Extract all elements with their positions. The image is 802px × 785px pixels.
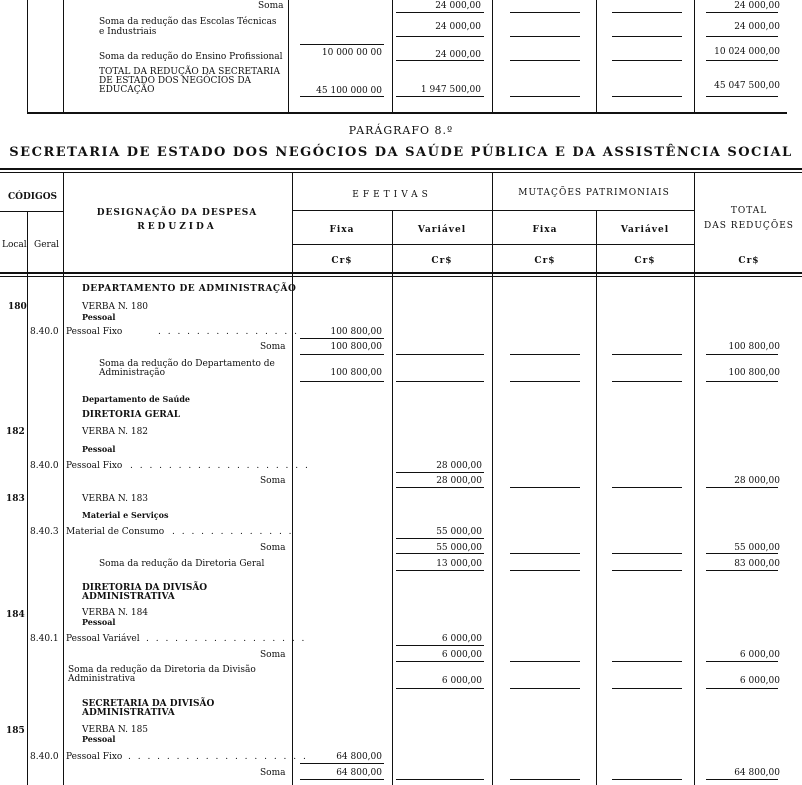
top-escolas-total: 24 000,00 bbox=[734, 22, 780, 32]
table-row: Pessoal Variável bbox=[66, 634, 140, 644]
top-soma-variavel: 24 000,00 bbox=[435, 1, 481, 11]
top-escolas-label: Soma da redução das Escolas Técnicas e Industriais bbox=[99, 17, 277, 37]
value-total: 83 000,00 bbox=[734, 559, 780, 569]
table-row: DIRETORIA DA DIVISÃO ADMINISTRATIVA bbox=[82, 583, 208, 602]
top-ensino-total: 10 024 000,00 bbox=[714, 47, 780, 57]
table-row: Pessoal bbox=[82, 312, 116, 322]
value-total: 28 000,00 bbox=[734, 476, 780, 486]
currency-total: Cr$ bbox=[738, 256, 760, 266]
code-geral: 8.40.1 bbox=[30, 634, 59, 644]
value-fixa: 100 800,00 bbox=[330, 342, 382, 352]
table-row: Departamento de Saúde bbox=[82, 394, 191, 404]
table-row: VERBA N. 180 bbox=[82, 302, 149, 312]
table-row: DEPARTAMENTO DE ADMINISTRAÇÃO bbox=[82, 284, 297, 294]
currency-mutacoes-variavel: Cr$ bbox=[634, 256, 656, 266]
table-row: Material e Serviços bbox=[82, 510, 169, 520]
table-row: Pessoal bbox=[82, 444, 116, 454]
table-row: VERBA N. 182 bbox=[82, 427, 149, 437]
code-geral: 8.40.0 bbox=[30, 752, 59, 762]
currency-mutacoes-fixa: Cr$ bbox=[534, 256, 556, 266]
table-row: Soma bbox=[260, 768, 286, 778]
header-codigos: CÓDIGOS bbox=[8, 192, 58, 202]
top-ensino-fixa: 10 000 00 00 bbox=[321, 48, 382, 58]
value-total: 6 000,00 bbox=[739, 650, 780, 660]
code-geral: 8.40.3 bbox=[30, 527, 59, 537]
value-variavel: 13 000,00 bbox=[436, 559, 482, 569]
header-efetivas: EFETIVAS bbox=[352, 190, 432, 200]
table-row: Pessoal bbox=[82, 734, 116, 744]
header-designacao: DESIGNAÇÃO DA DESPESA bbox=[96, 208, 258, 218]
value-fixa: 100 800,00 bbox=[330, 368, 382, 378]
table-row: VERBA N. 185 bbox=[82, 725, 149, 735]
value-total: 55 000,00 bbox=[734, 543, 780, 553]
table-row: Pessoal bbox=[82, 617, 116, 627]
top-total-label: TOTAL DA REDUÇÃO DA SECRETARIA DE ESTADO DOS NEGÓCIOS DA EDUCAÇÃO bbox=[99, 67, 280, 95]
value-total: 6 000,00 bbox=[739, 676, 780, 686]
table-row: Pessoal Fixo bbox=[66, 752, 123, 762]
top-soma-total: 24 000,00 bbox=[734, 1, 780, 11]
top-total-total: 45 047 500,00 bbox=[714, 81, 780, 91]
currency-efetivas-variavel: Cr$ bbox=[431, 256, 453, 266]
header-total: TOTAL bbox=[730, 206, 768, 216]
code-local: 183 bbox=[6, 494, 25, 504]
top-total-variavel: 1 947 500,00 bbox=[420, 85, 481, 95]
value-fixa: 100 800,00 bbox=[330, 327, 382, 337]
header-mutacoes-variavel: Variável bbox=[620, 225, 670, 235]
table-row: Soma bbox=[260, 342, 286, 352]
top-ensino-variavel: 24 000,00 bbox=[435, 50, 481, 60]
table-row: Material de Consumo bbox=[66, 527, 165, 537]
table-row: Soma da redução do Departamento de Administração bbox=[99, 359, 275, 378]
top-total-fixa: 45 100 000 00 bbox=[316, 86, 382, 96]
table-row: Soma bbox=[260, 476, 286, 486]
value-fixa: 64 800,00 bbox=[336, 768, 382, 778]
paragraph-heading: PARÁGRAFO 8.º bbox=[348, 124, 454, 137]
value-variavel: 55 000,00 bbox=[436, 543, 482, 553]
table-row: SECRETARIA DA DIVISÃO ADMINISTRATIVA bbox=[82, 699, 215, 718]
value-total: 64 800,00 bbox=[734, 768, 780, 778]
table-row: VERBA N. 184 bbox=[82, 608, 149, 618]
value-fixa: 64 800,00 bbox=[336, 752, 382, 762]
table-row: Pessoal Fixo bbox=[66, 461, 123, 471]
value-variavel: 6 000,00 bbox=[441, 676, 482, 686]
header-geral: Geral bbox=[34, 240, 60, 250]
value-total: 100 800,00 bbox=[728, 368, 780, 378]
value-variavel: 28 000,00 bbox=[436, 476, 482, 486]
value-total: 100 800,00 bbox=[728, 342, 780, 352]
header-das-reducoes: DAS REDUÇÕES bbox=[704, 221, 794, 231]
top-soma-label: Soma bbox=[258, 1, 284, 11]
table-row: Soma bbox=[260, 650, 286, 660]
value-variavel: 6 000,00 bbox=[441, 650, 482, 660]
value-variavel: 55 000,00 bbox=[436, 527, 482, 537]
code-geral: 8.40.0 bbox=[30, 327, 59, 337]
value-variavel: 6 000,00 bbox=[441, 634, 482, 644]
code-geral: 8.40.0 bbox=[30, 461, 59, 471]
table-row: Soma bbox=[260, 543, 286, 553]
table-row: VERBA N. 183 bbox=[82, 494, 149, 504]
header-efetivas-variavel: Variável bbox=[417, 225, 467, 235]
table-row: DIRETORIA GERAL bbox=[82, 410, 181, 420]
code-local: 180 bbox=[8, 302, 27, 312]
header-mutacoes: MUTAÇÕES PATRIMONIAIS bbox=[518, 188, 670, 198]
code-local: 184 bbox=[6, 610, 25, 620]
top-ensino-label: Soma da redução do Ensino Profissional bbox=[99, 52, 283, 62]
section-title: SECRETARIA DE ESTADO DOS NEGÓCIOS DA SAÚDE PÚBLICA E DA ASSISTÊNCIA SOCIAL bbox=[9, 145, 793, 160]
header-efetivas-fixa: Fixa bbox=[329, 225, 355, 235]
table-row: Soma da redução da Diretoria Geral bbox=[99, 559, 265, 569]
header-mutacoes-fixa: Fixa bbox=[532, 225, 558, 235]
currency-efetivas-fixa: Cr$ bbox=[331, 256, 353, 266]
header-local: Local bbox=[2, 240, 27, 250]
table-row: Pessoal Fixo bbox=[66, 327, 123, 337]
value-variavel: 28 000,00 bbox=[436, 461, 482, 471]
code-local: 182 bbox=[6, 427, 25, 437]
table-row: Soma da redução da Diretoria da Divisão Administrativa bbox=[68, 665, 256, 684]
top-escolas-variavel: 24 000,00 bbox=[435, 22, 481, 32]
code-local: 185 bbox=[6, 726, 25, 736]
header-reduzida: REDUZIDA bbox=[137, 222, 217, 232]
